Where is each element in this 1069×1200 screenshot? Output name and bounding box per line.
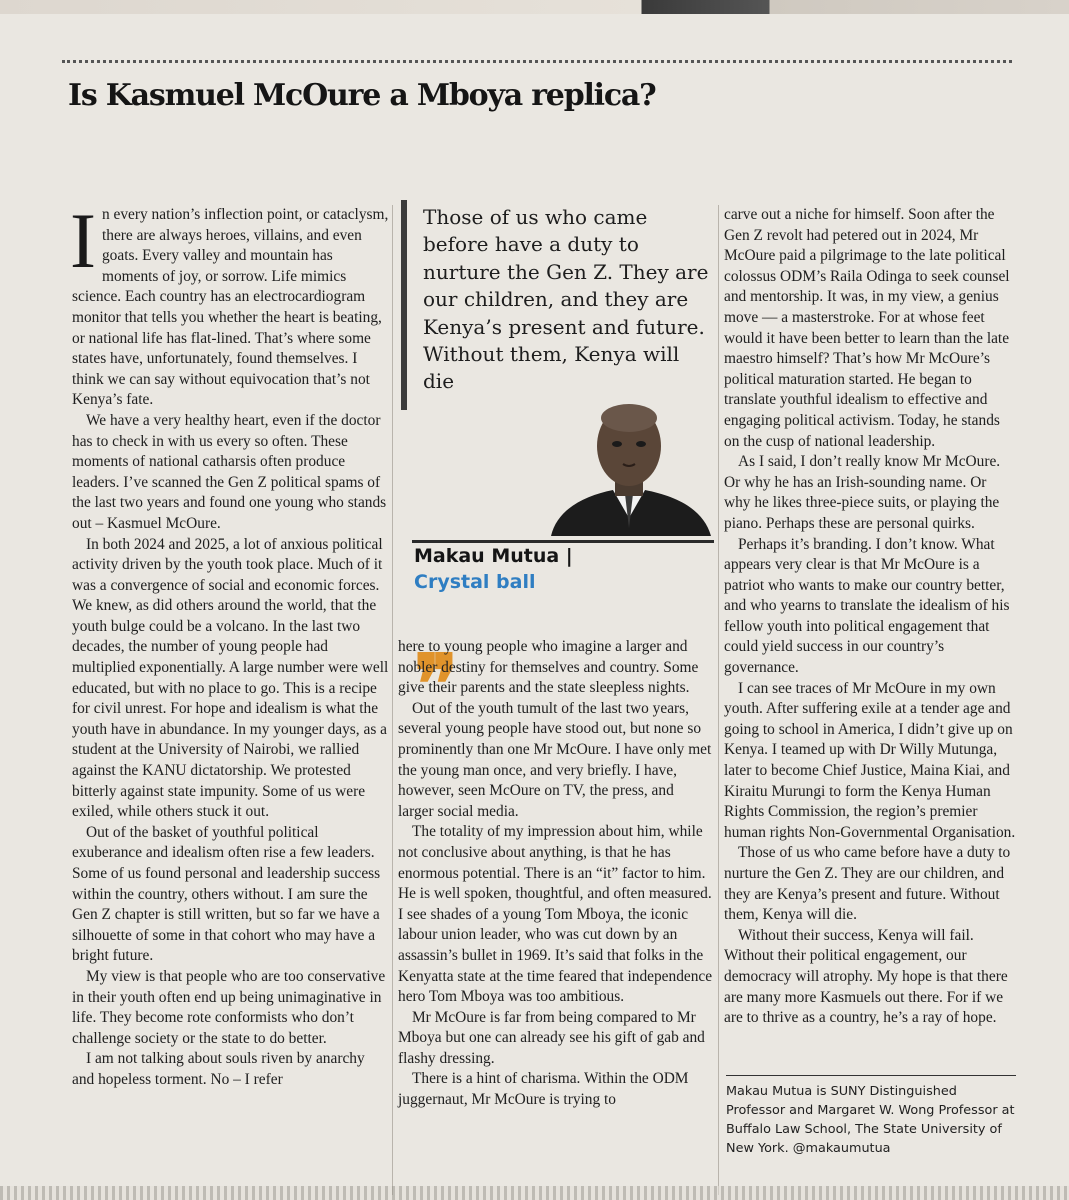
author-portrait xyxy=(543,398,715,536)
article-column-2 xyxy=(398,637,713,1111)
paragraph: In both 2024 and 2025, a lot of anxious political activity driven by the youth took place. Much of it was a convergence of social and economic forces. We knew, as did others around the world, that the youth bulge could be a volcano. In the last two decades, the number of young people had multiplied exponentially. A large number were well educated, but with no place to go. This is a recipe for civil unrest. For hope and idealism is what the youth have in abundance. In my younger days, as a student at the University of Nairobi, we rallied against the KANU dictatorship. We protested bitterly against state impunity. Some of us were exiled, while others stuck it out. xyxy=(72,535,389,821)
paragraph: here to young people who imagine a larger and nobler destiny for themselves and country. Some give their parents and the state sleepless nights. xyxy=(398,638,699,697)
paragraph: I am not talking about souls riven by anarchy and hopeless torment. No – I refer xyxy=(72,1050,365,1088)
paragraph: My view is that people who are too conservative in their youth often end up being unimaginative in life. They become rote conformists who don’t challenge society or the state to do better. xyxy=(72,967,386,1047)
paragraph: Out of the basket of youthful political exuberance and idealism often rise a few leaders. Some of us found personal and leadership success within the country, others without. I am sure the Gen Z chapter is still written, but so far we have a silhouette of some in that cohort who may have a bright future. xyxy=(72,823,381,965)
paragraph: carve out a niche for himself. Soon after the Gen Z revolt had petered out in 2024, Mr McOure paid a pilgrimage to the late political colossus ODM’s Raila Odinga to seek counsel and mentorship. It was, in my view, a genius move — a masterstroke. For at whose feet would it have been better to learn than the late maestro himself? That’s how Mr McOure’s political maturation started. He began to translate youthful idealism to effective and engaging political activism. Today, he stands on the cusp of national leadership. xyxy=(724,206,1010,450)
header-dotted-rule xyxy=(62,60,1012,63)
paragraph: Mr McOure is far from being compared to Mr Mboya but one can already see his gift of gab and flashy dressing. xyxy=(398,1008,705,1067)
article-column-1 xyxy=(70,197,390,1091)
headline: Is Kasmuel McOure a Mboya replica? xyxy=(68,78,656,113)
paragraph xyxy=(70,197,390,411)
pull-quote-bar xyxy=(401,200,407,410)
paragraph: I can see traces of Mr McOure in my own youth. After suffering exile at a tender age and going to school in America, I didn’t give up on Kenya. I teamed up with Dr Willy Mutunga, later to become Chief Justice, Maina Kiai, and Kiraitu Murungi to form the Kenya Human Rights Commission, the region’s premier human rights Non-Governmental Organisation. xyxy=(724,679,1016,841)
paragraph: Those of us who came before have a duty to nurture the Gen Z. They are our children, and they are Kenya’s present and future. Without them, Kenya will die. xyxy=(724,844,1011,924)
article-column-3 xyxy=(724,205,1016,1029)
paragraph: Perhaps it’s branding. I don’t know. What appears very clear is that Mr McOure is a patriot who wants to make our country better, and who yearns to translate the idealism of his fellow youth into political engagement that could yield success in our country’s governance. xyxy=(724,535,1010,677)
paragraph: Out of the youth tumult of the last two years, several young people have stood out, but none so prominently than one Mr McOure. I have only met the young man once, and very briefly. I have, however, seen McOure on TV, the press, and larger social media. xyxy=(398,699,712,820)
paragraph: We have a very healthy heart, even if the doctor has to check in with us every so often. These moments of national catharsis often produce leaders. I’ve scanned the Gen Z political spams of the last two years and found one young who stands out – Kasmuel McOure. xyxy=(72,411,387,532)
author-bio: Makau Mutua is SUNY Distinguished Professor and Margaret W. Wong Professor at Buffalo Law School, The State University of New York. @makaumutua xyxy=(726,1084,1015,1156)
next-page-bleed xyxy=(0,1186,1069,1200)
column-rule-2 xyxy=(718,205,719,1195)
drop-cap: I xyxy=(70,197,96,284)
paragraph: As I said, I don’t really know Mr McOure. Or why he has an Irish-sounding name. Or why he likes three-piece suits, or playing the piano. Perhaps these are personal quirks. xyxy=(724,453,1001,532)
bio-rule xyxy=(726,1075,1016,1076)
paragraph: There is a hint of charisma. Within the ODM juggernaut, Mr McOure is trying to xyxy=(398,1070,689,1109)
paragraph: The totality of my impression about him, while not conclusive about anything, is that he has enormous potential. There is an “it” factor to him. He is well spoken, thoughtful, and often measured. I see shades of a young Tom Mboya, the iconic labour union leader, who was cut down by an assassin’s bullet in 1969. It’s said that folks in the Kenyatta state at the time feared that independence hero Tom Mboya was too ambitious. xyxy=(398,823,713,1006)
author-name: Makau Mutua | xyxy=(414,545,573,567)
byline-rule xyxy=(412,540,714,543)
previous-page-strip xyxy=(0,0,1069,14)
column-rule-1 xyxy=(392,205,393,1195)
pull-quote: Those of us who came before have a duty to nurture the Gen Z. They are our children, and they are Kenya’s present and future. Without them, Kenya will die xyxy=(423,205,709,394)
closing-quote-icon: ❞ xyxy=(414,637,459,733)
paragraph: Without their success, Kenya will fail. Without their political engagement, our democracy will atrophy. My hope is that there are many more Kasmuels out there. For if we are to thrive as a country, he’s a ray of hope. xyxy=(724,926,1008,1027)
column-name: Crystal ball xyxy=(414,571,536,593)
paragraph-text: n every nation’s inflection point, or cataclysm, there are always heroes, villains, and even goats. Every valley and mountain has moments of joy, or sorrow. Life mimics science. Each country has an electrocardiogram monitor that tells you whether the heart is beating, or national life has flat-lined. That’s where some states have, unfortunately, found themselves. I think we can say without equivocation that’s not Kenya’s fate. xyxy=(72,206,389,409)
